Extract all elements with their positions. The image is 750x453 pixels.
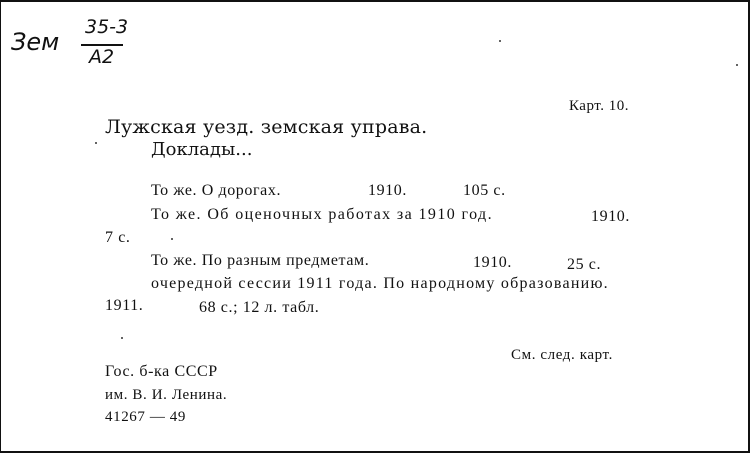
- library-line-1: Гос. б-ка СССР: [105, 363, 218, 380]
- card-subheading: Доклады...: [151, 139, 253, 160]
- card-number: Карт. 10.: [569, 98, 629, 114]
- scan-speck: [736, 64, 738, 66]
- entry-3-pages: 25 с.: [567, 256, 602, 273]
- entry-2-pages: 7 с.: [105, 229, 131, 246]
- continued-note: См. след. карт.: [511, 347, 613, 363]
- scan-speck: [95, 142, 97, 144]
- entry-1-year: 1910.: [368, 182, 407, 199]
- scan-speck: [121, 337, 123, 339]
- catalog-code-prefix: Зем: [11, 28, 60, 56]
- library-line-2: им. В. И. Ленина.: [105, 387, 228, 403]
- entry-2-year: 1910.: [591, 208, 630, 225]
- library-line-3: 41267 — 49: [105, 409, 186, 425]
- entry-4-pages: 68 с.; 12 л. табл.: [199, 299, 320, 316]
- scan-speck: [171, 238, 173, 240]
- entry-4-text: очередной сессии 1911 года. По народному образованию.: [151, 275, 609, 292]
- entry-2-text: То же. Об оценочных работах за 1910 год.: [151, 206, 493, 223]
- entry-1-pages: 105 с.: [463, 182, 506, 199]
- entry-3-year: 1910.: [473, 254, 512, 271]
- entry-1-text: То же. О дорогах.: [151, 182, 282, 199]
- entry-3-text: То же. По разным предметам.: [151, 252, 370, 269]
- catalog-code-numerator: 35-3: [85, 16, 129, 38]
- catalog-code-denominator: A2: [89, 46, 115, 68]
- scan-speck: [499, 40, 501, 42]
- entry-4-year: 1911.: [105, 297, 144, 314]
- card-heading: Лужская уезд. земская управа.: [105, 116, 428, 138]
